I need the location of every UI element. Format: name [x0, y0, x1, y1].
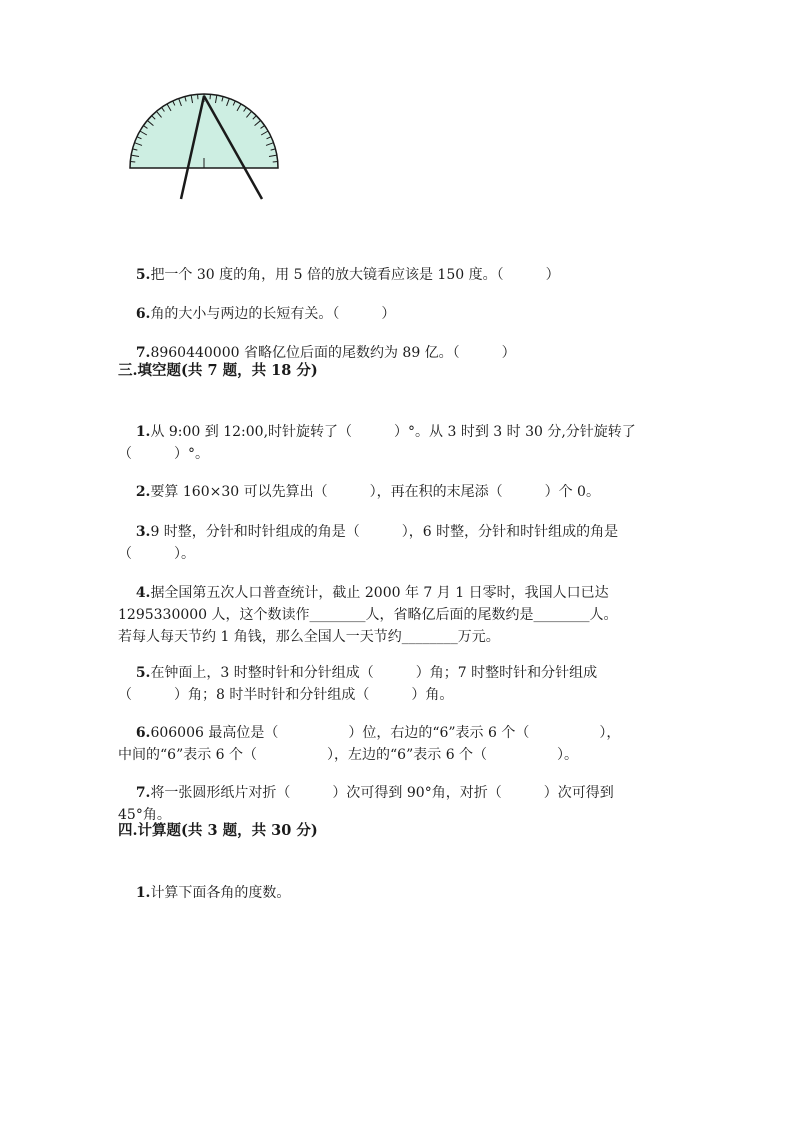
question-2-6: 6.角的大小与两边的长短有关。（ ） [135, 306, 396, 322]
question-3-2: 2.要算 160×30 可以先算出（ ），再在积的末尾添（ ）个 0。 [135, 484, 600, 500]
question-2-7: 7.8960440000 省略亿位后面的尾数约为 89 亿。（ ） [135, 345, 516, 361]
question-3-7: 7.将一张圆形纸片对折（ ）次可得到 90°角，对折（ ）次可得到 45°角。 [118, 785, 614, 823]
protractor-body [130, 94, 278, 168]
question-3-5: 5.在钟面上，3 时整时针和分针组成（ ）角；7 时整时针和分针组成 （ ）角；8 时半时针和分针组成（ ）角。 [118, 665, 598, 703]
question-3-3: 3.9 时整，分针和时针组成的角是（ ），6 时整，分针和时针组成的角是 （ ）。 [118, 524, 619, 562]
question-4-1: 1.计算下面各角的度数。 [135, 885, 291, 901]
question-3-6: 6.606006 最高位是（ ）位，右边的“6”表示 6 个（ ）， 中间的“6”表示 6 个（ ），左边的“6”表示 6 个（ ）。 [118, 725, 621, 763]
question-3-4: 4.据全国第五次人口普查统计，截止 2000 年 7 月 1 日零时，我国人口已达 1295330000 人，这个数读作________人，省略亿后面的尾数约是________人。 若每人每天节约 1 角钱，那么全国人一天节约________万元。 [118, 585, 618, 645]
section-4-title: 四.计算题(共 3 题，共 30 分) [118, 822, 318, 839]
protractor-figure [118, 92, 288, 207]
question-2-5: 5.把一个 30 度的角，用 5 倍的放大镜看应该是 150 度。（ ） [135, 267, 560, 283]
question-3-1: 1.从 9:00 到 12:00,时针旋转了（ ）°。从 3 时到 3 时 30 分,分针旋转了 （ ）°。 [118, 424, 636, 462]
section-3-title: 三.填空题(共 7 题，共 18 分) [118, 362, 318, 379]
